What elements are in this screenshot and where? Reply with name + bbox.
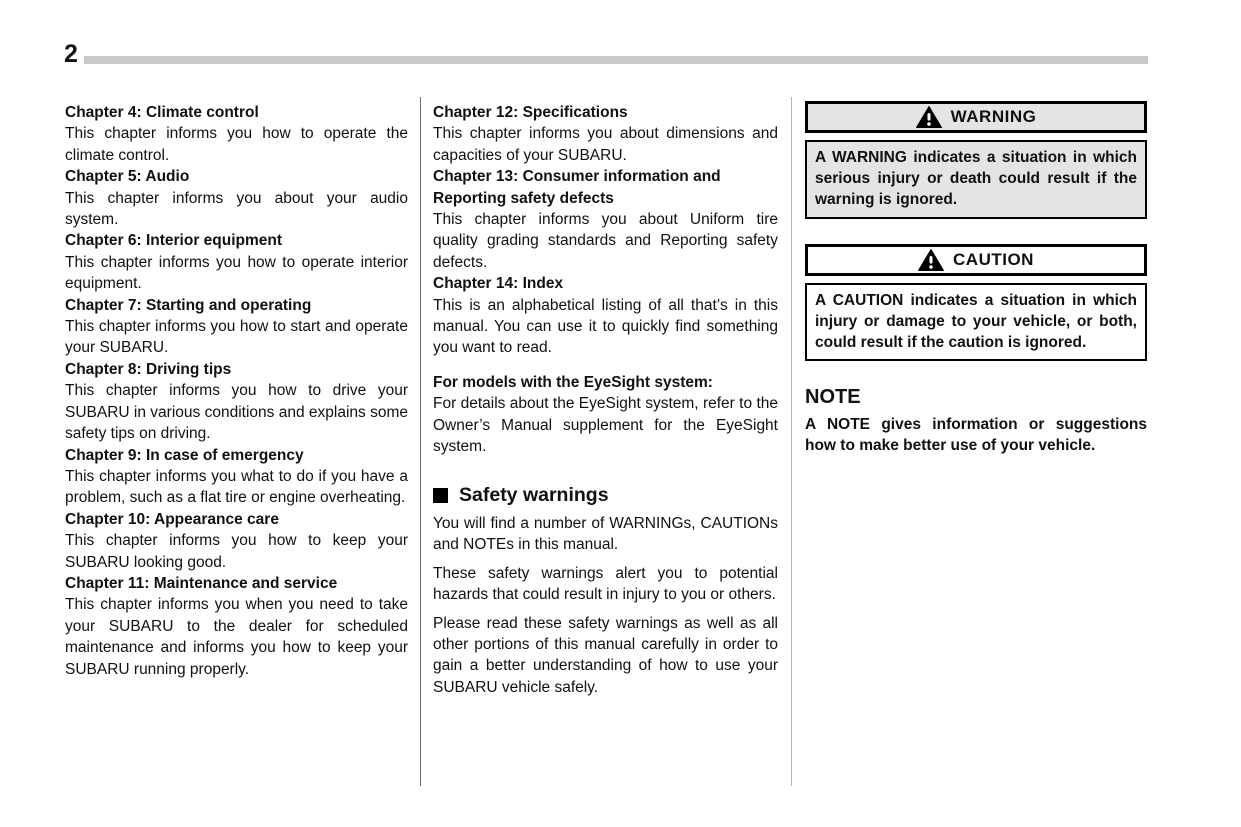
warning-title: WARNING [950, 107, 1037, 127]
caution-body: A CAUTION indicates a situation in which injury or damage to your vehicle, or both, could result if the caution is ignored. [805, 283, 1147, 362]
header-rule [84, 56, 1148, 64]
caution-header [805, 244, 1147, 276]
chapter-heading: Chapter 4: Climate control [65, 104, 259, 121]
chapter-description: This chapter informs you about dimensions and capacities of your SUBARU. [433, 125, 778, 164]
section-heading-label: Safety warnings [459, 483, 609, 506]
right-column [805, 101, 1147, 457]
chapter-description: This chapter informs you how to operate interior equipment. [65, 253, 408, 293]
safety-paragraph: You will find a number of WARNINGs, CAUTIONs and NOTEs in this manual. [433, 514, 778, 554]
warning-triangle-icon [916, 106, 942, 128]
warning-body: A WARNING indicates a situation in which serious injury or death could result if the warning is ignored. [805, 140, 1147, 219]
chapter-heading: Chapter 10: Appearance care [65, 510, 279, 528]
chapter-description: This chapter informs you about Uniform tire quality grading standards and Reporting safety defects. [433, 211, 778, 271]
chapter-heading: Chapter 7: Starting and operating [65, 296, 312, 314]
caution-title: CAUTION [953, 249, 1034, 269]
caution-triangle-icon [918, 249, 944, 271]
chapter-heading: Chapter 6: Interior equipment [65, 232, 283, 250]
chapter-heading: Chapter 14: Index [433, 275, 564, 293]
safety-paragraph: These safety warnings alert you to potential hazards that could result in injury to you or others. [433, 564, 778, 604]
chapter-heading: Chapter 5: Audio [65, 168, 190, 186]
chapter-description: This chapter informs you how to operate the climate control. [65, 125, 408, 164]
note-body: A NOTE gives information or suggestions how to make better use of your vehicle. [805, 416, 1147, 455]
column-divider [791, 97, 792, 786]
left-column [65, 102, 408, 680]
page-number: 2 [64, 40, 78, 68]
note-title: NOTE [805, 386, 861, 409]
middle-column [433, 102, 778, 698]
square-bullet-icon [433, 488, 448, 503]
warning-header [805, 101, 1147, 133]
safety-paragraph: Please read these safety warnings as well as all other portions of this manual carefully in order to gain a better understanding of how to use your SUBARU vehicle safely. [433, 614, 778, 696]
chapter-heading: Chapter 8: Driving tips [65, 360, 232, 378]
chapter-description: This chapter informs you how to keep your SUBARU looking good. [65, 532, 408, 571]
chapter-description: This chapter informs you how to start and operate your SUBARU. [65, 318, 408, 357]
chapter-heading: Chapter 12: Specifications [433, 104, 628, 121]
eyesight-heading: For models with the EyeSight system: [433, 373, 713, 391]
chapter-heading: Chapter 9: In case of emergency [65, 446, 304, 464]
eyesight-description: For details about the EyeSight system, refer to the Owner’s Manual supplement for the EyeSight system. [433, 395, 778, 456]
chapter-description: This chapter informs you about your audio system. [65, 189, 408, 229]
chapter-heading: Chapter 11: Maintenance and service [65, 574, 338, 592]
chapter-description: This is an alphabetical listing of all that’s in this manual. You can use it to quickly find something you want to read. [433, 296, 778, 357]
chapter-description: This chapter informs you when you need to take your SUBARU to the dealer for scheduled maintenance and informs you how to keep your SUBARU running properly. [65, 596, 408, 678]
chapter-description: This chapter informs you how to drive your SUBARU in various conditions and explains some safety tips on driving. [65, 382, 408, 443]
column-divider [420, 97, 421, 786]
chapter-heading: Chapter 13: Consumer information and Reporting safety defects [433, 168, 721, 207]
section-heading-safety-warnings [433, 485, 778, 506]
chapter-description: This chapter informs you what to do if you have a problem, such as a flat tire or engine overheating. [65, 467, 408, 507]
